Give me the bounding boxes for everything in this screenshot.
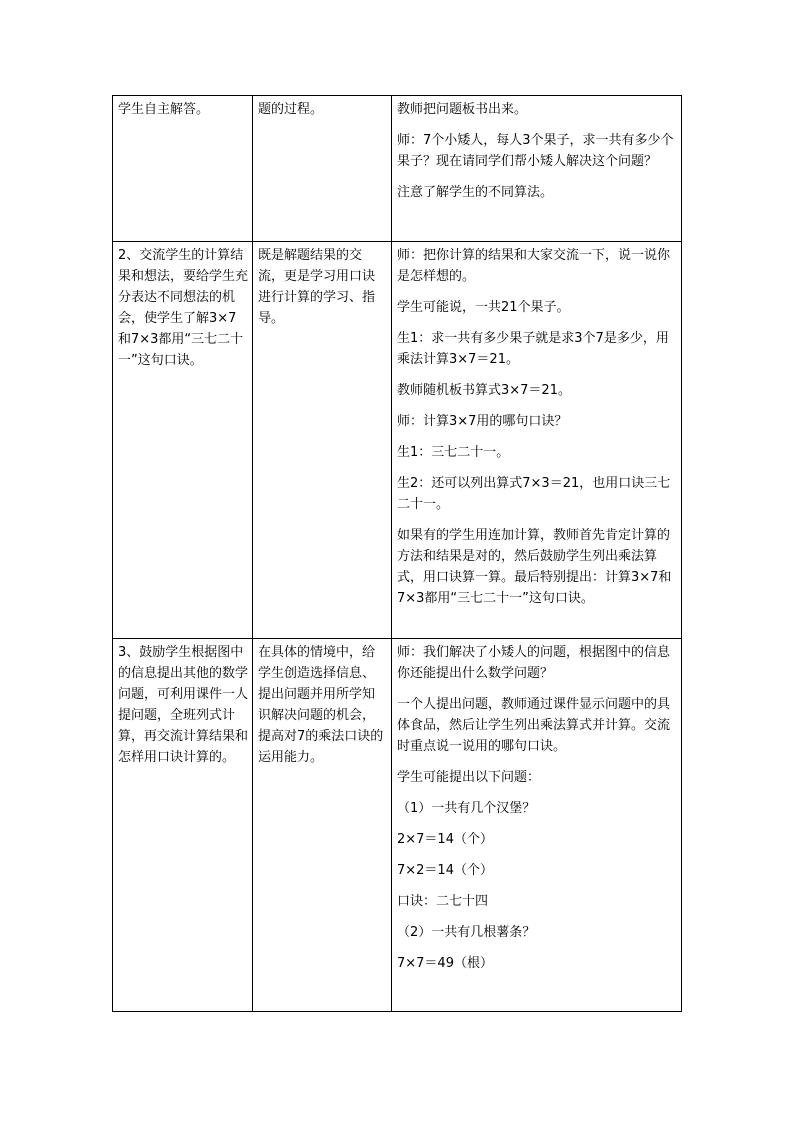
process-paragraph: 生1：三七二十一。 [397,445,510,460]
design-intent-text: 既是解题结果的交流，更是学习用口诀进行计算的学习、指导。 [258,248,376,326]
teaching-process-cell [392,242,682,639]
table-row [113,96,682,242]
design-intent-cell [253,639,392,1012]
process-paragraph: 教师随机板书算式3×7＝21。 [397,383,571,398]
teaching-step-cell [113,96,253,242]
process-paragraph: 学生可能提出以下问题： [397,770,541,785]
teaching-step-text: 2、交流学生的计算结果和想法，要给学生充分表达不同想法的机会，使学生了解3×7和7×3都用“三七二十一”这句口诀。 [118,248,249,368]
teaching-step-cell [113,639,253,1012]
process-paragraph: 生2：还可以列出算式7×3＝21，也用口诀三七二十一。 [397,476,671,512]
design-intent-text: 在具体的情境中，给学生创造选择信息、提出问题并用所学知识解决问题的机会，提高对7的乘法口诀的运用能力。 [258,645,384,765]
table-row [113,242,682,639]
process-paragraph: （1）一共有几个汉堡？ [397,801,536,816]
process-paragraph: （2）一共有几根薯条？ [397,925,536,940]
process-paragraph: 学生可能说，一共21个果子。 [397,300,570,315]
process-paragraph: 7×7＝49（根） [397,956,493,971]
lesson-plan-table [112,95,682,1012]
process-paragraph: 师：计算3×7用的哪句口诀？ [397,414,568,429]
process-paragraph: 师：7个小矮人，每人3个果子，求一共有多少个果子？现在请同学们帮小矮人解决这个问题？ [397,133,674,169]
teaching-step-text: 3、鼓励学生根据图中的信息提出其他的数学问题，可利用课件一人提问题，全班列式计算，再交流计算结果和怎样用口诀计算的。 [118,645,249,765]
teaching-step-text: 学生自主解答。 [118,102,210,117]
process-paragraph: 口诀：二七十四 [397,894,489,909]
teaching-process-cell [392,96,682,242]
design-intent-cell [253,96,392,242]
process-paragraph: 2×7＝14（个） [397,832,493,847]
table-row [113,639,682,1012]
process-paragraph: 注意了解学生的不同算法。 [397,185,554,200]
teaching-step-cell [113,242,253,639]
design-intent-cell [253,242,392,639]
process-paragraph: 教师把问题板书出来。 [397,102,528,117]
process-paragraph: 师：我们解决了小矮人的问题，根据图中的信息你还能提出什么数学问题？ [397,645,671,681]
process-paragraph: 生1：求一共有多少果子就是求3个7是多少，用乘法计算3×7＝21。 [397,331,669,367]
process-paragraph: 如果有的学生用连加计算，教师首先肯定计算的方法和结果是对的，然后鼓励学生列出乘法算式，用口诀算一算。最后特别提出：计算3×7和7×3都用“三七二十一”这句口诀。 [397,528,672,606]
process-paragraph: 7×2＝14（个） [397,863,493,878]
teaching-process-cell [392,639,682,1012]
process-paragraph: 师：把你计算的结果和大家交流一下，说一说你是怎样想的。 [397,248,671,284]
design-intent-text: 题的过程。 [258,102,324,117]
process-paragraph: 一个人提出问题，教师通过课件显示问题中的具体食品，然后让学生列出乘法算式并计算。交流时重点说一说用的哪句口诀。 [397,697,671,754]
